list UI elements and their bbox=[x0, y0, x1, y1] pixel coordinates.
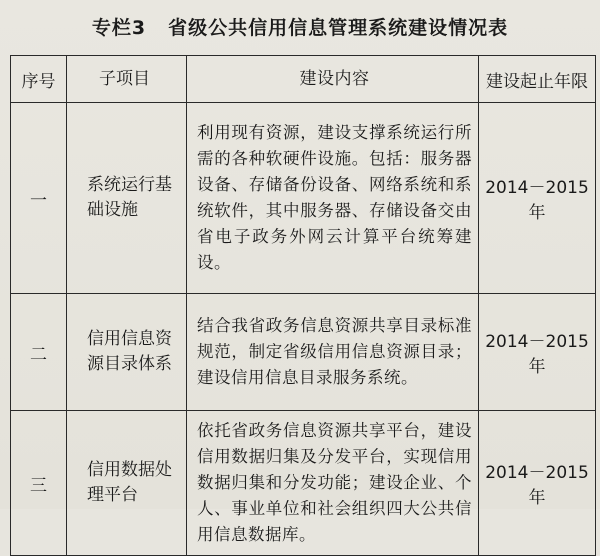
row-years: 2014－2015 年 bbox=[479, 411, 596, 556]
row-no: 二 bbox=[11, 294, 67, 411]
table-row bbox=[11, 411, 596, 556]
header-subproject: 子项目 bbox=[67, 56, 187, 103]
row-content: 依托省政务信息资源共享平台，建设信用数据归集及分发平台，实现信用数据归集和分发功能；建设企业、个人、事业单位和社会组织四大公共信用信息数据库。 bbox=[187, 411, 479, 556]
row-years: 2014－2015 年 bbox=[479, 103, 596, 294]
header-content: 建设内容 bbox=[187, 56, 479, 103]
header-years: 建设起止年限 bbox=[479, 56, 596, 103]
row-subproject: 信用信息资源目录体系 bbox=[67, 294, 187, 411]
row-years: 2014－2015 年 bbox=[479, 294, 596, 411]
table-row bbox=[11, 294, 596, 411]
row-no: 三 bbox=[11, 411, 67, 556]
header-row bbox=[11, 56, 596, 103]
row-subproject: 系统运行基础设施 bbox=[67, 103, 187, 294]
construction-table bbox=[10, 55, 596, 556]
table-row bbox=[11, 103, 596, 294]
row-no: 一 bbox=[11, 103, 67, 294]
column-tag: 专栏3 bbox=[91, 17, 147, 39]
row-content: 利用现有资源，建设支撑系统运行所需的各种软硬件设施。包括：服务器设备、存储备份设备、网络系统和系统软件，其中服务器、存储设备交由省电子政务外网云计算平台统筹建设。 bbox=[187, 103, 479, 294]
row-subproject: 信用数据处理平台 bbox=[67, 411, 187, 556]
row-content: 结合我省政务信息资源共享目录标准规范，制定省级信用信息资源目录；建设信用信息目录服务系统。 bbox=[187, 294, 479, 411]
header-no: 序号 bbox=[11, 56, 67, 103]
table-title: 省级公共信用信息管理系统建设情况表 bbox=[168, 17, 509, 39]
table-caption bbox=[0, 10, 600, 46]
